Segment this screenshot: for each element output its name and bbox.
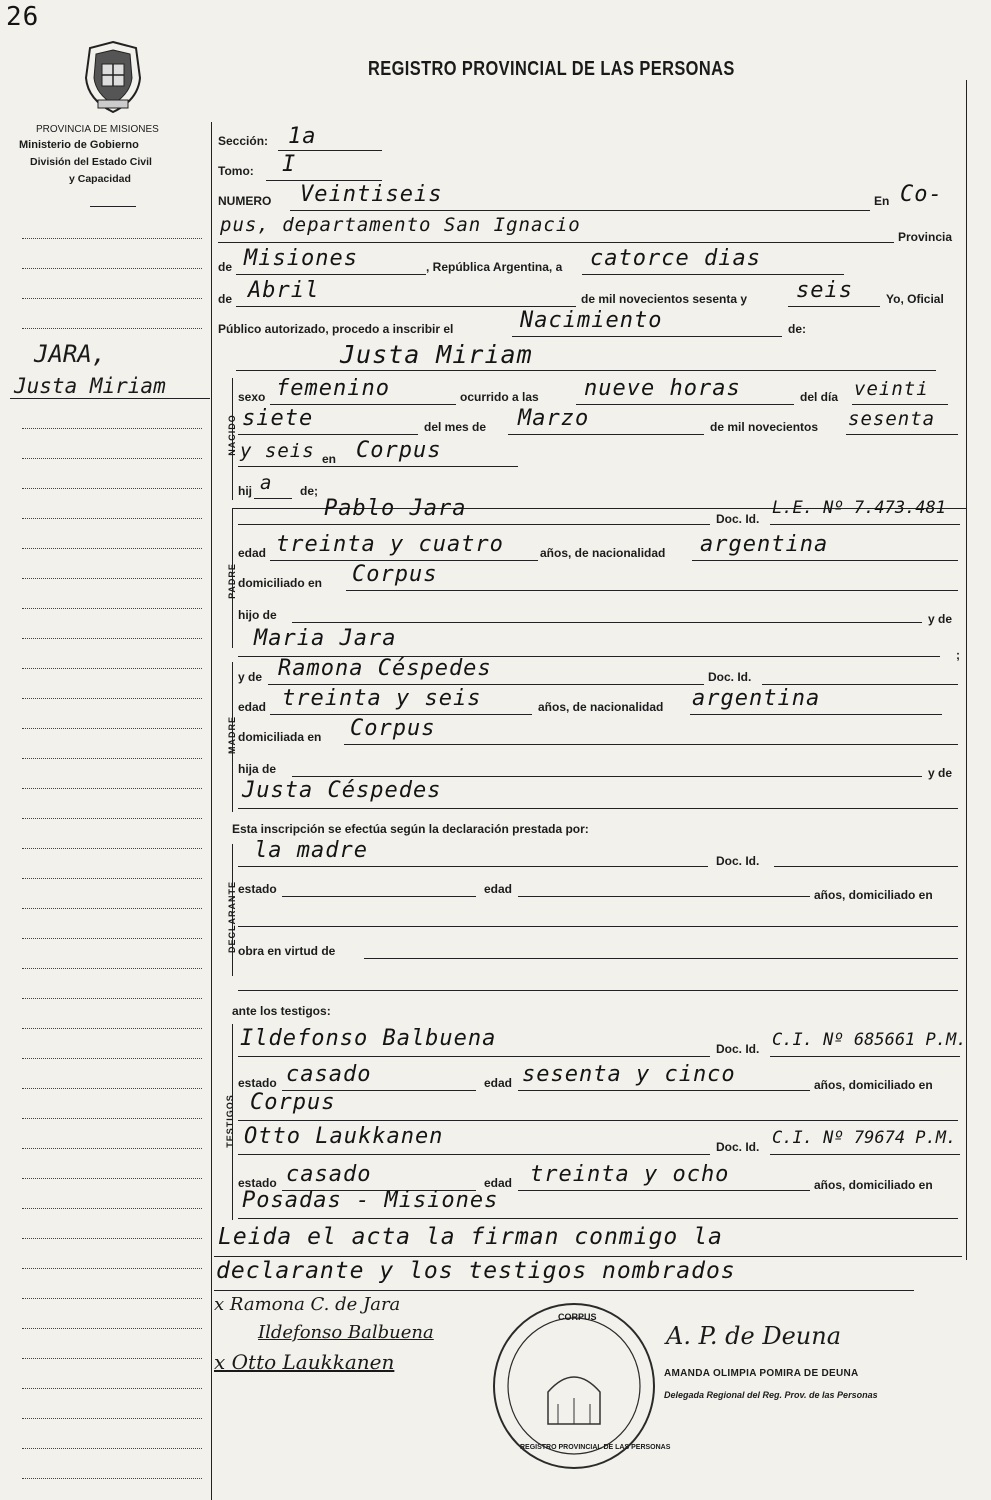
madre-domicilio-value: Corpus	[350, 716, 436, 741]
mes-nac-line	[508, 434, 704, 435]
margin-line	[22, 1418, 202, 1419]
declarante-value: la madre	[254, 838, 368, 863]
testigo1-domicilio-value: Corpus	[250, 1090, 336, 1115]
margin-line	[22, 758, 202, 759]
margin-line	[22, 848, 202, 849]
margin-line	[22, 518, 202, 519]
hora-value: nueve horas	[584, 376, 741, 401]
en-value-part1: Co-	[900, 182, 943, 207]
en-label: En	[874, 194, 890, 208]
mil-novecientos-nac-label: de mil novecientos	[710, 420, 819, 434]
de-label-2: de	[218, 292, 233, 306]
stamp-top-text: CORPUS	[558, 1312, 597, 1322]
numero-label: NUMERO	[218, 194, 272, 208]
margin-line	[22, 1358, 202, 1359]
nombre-value: Justa Miriam	[340, 340, 533, 369]
margin-line	[22, 788, 202, 789]
margin-line	[22, 298, 202, 299]
provincia-line	[236, 274, 426, 275]
office-line-2: Ministerio de Gobierno	[19, 139, 139, 151]
official-name: AMANDA OLIMPIA POMIRA DE DEUNA	[664, 1368, 859, 1379]
stamp-ring-text: REGISTRO PROVINCIAL DE LAS PERSONAS	[520, 1444, 671, 1451]
madre-hija-de-label: hija de	[238, 762, 277, 776]
margin-line	[22, 428, 202, 429]
place-line	[218, 242, 894, 243]
margin-line	[22, 1298, 202, 1299]
testigo2-doc-value: C.I. Nº 79674 P.M.	[772, 1128, 957, 1148]
declarante-anos-label: años, domiciliado en	[814, 888, 933, 902]
padre-doc-label: Doc. Id.	[716, 512, 760, 526]
testigo1-edad-line	[518, 1090, 810, 1091]
mes-line	[236, 306, 576, 307]
madre-domicilio-line	[344, 744, 958, 745]
form-border	[211, 122, 212, 1500]
declarante-domicilio-line	[238, 926, 958, 927]
testigo2-domicilio-line	[238, 1218, 958, 1219]
hij-line	[254, 498, 292, 499]
provincia-label: Provincia	[898, 230, 953, 244]
madre-doc-line	[762, 684, 958, 685]
dia-line	[852, 404, 948, 405]
testigo1-doc-value: C.I. Nº 685661 P.M.	[772, 1030, 967, 1050]
padre-hijo-de-line	[292, 622, 922, 623]
cierre-line-2	[214, 1290, 914, 1291]
coat-of-arms-icon	[78, 38, 148, 116]
hora-line	[576, 404, 794, 405]
numero-value: Veintiseis	[300, 182, 443, 207]
testigo1-edad-value: sesenta y cinco	[522, 1062, 736, 1087]
margin-line	[22, 998, 202, 999]
de-colon-label: de:	[788, 322, 806, 336]
madre-y-de-label: y de	[238, 670, 263, 684]
margin-line	[22, 938, 202, 939]
office-line-1: PROVINCIA DE MISIONES	[36, 124, 159, 135]
padre-domicilio-line	[346, 590, 958, 591]
madre-nacionalidad-line	[690, 714, 942, 715]
en-value-part2: pus, departamento San Ignacio	[220, 214, 581, 236]
signature-testigo2: x Otto Laukkanen	[214, 1350, 395, 1374]
margin-line	[22, 1478, 202, 1479]
anio-nac-value-part2: y seis	[240, 440, 315, 462]
office-divider	[90, 206, 136, 207]
del-mes-label: del mes de	[424, 420, 487, 434]
publico-label: Público autorizado, procedo a inscribir el	[218, 322, 454, 336]
madre-nombre-line	[268, 684, 704, 685]
margin-line	[22, 728, 202, 729]
anio-value: seis	[796, 278, 853, 303]
padre-domicilio-value: Corpus	[352, 562, 438, 587]
padre-semicolon: ;	[956, 648, 960, 662]
nacido-label: NACIDO	[227, 414, 237, 456]
madre-nacionalidad-label: años, de nacionalidad	[538, 700, 664, 714]
padre-doc-line	[770, 524, 960, 525]
testigo2-domicilio-value: Posadas - Misiones	[242, 1188, 499, 1213]
padre-doc-value: L.E. Nº 7.473.481	[772, 498, 946, 518]
testigo1-estado-value: casado	[286, 1062, 372, 1087]
cierre-line-1	[214, 1256, 962, 1257]
office-line-3: División del Estado Civil	[30, 156, 152, 168]
provincia-value: Misiones	[244, 246, 358, 271]
declarante-edad-line	[518, 896, 810, 897]
margin-surname: JARA,	[34, 340, 107, 368]
signature-declarante: x Ramona C. de Jara	[214, 1294, 401, 1315]
margin-line	[22, 878, 202, 879]
dia-value-part2: siete	[242, 406, 314, 431]
republica-label: , República Argentina, a	[426, 260, 563, 274]
testigo1-edad-label: edad	[484, 1076, 513, 1090]
tomo-value: I	[282, 152, 297, 177]
padre-hijo-de-label: hijo de	[238, 608, 277, 622]
official-role: Delegada Regional del Reg. Prov. de las Personas	[664, 1390, 878, 1400]
testigos-side-label: TESTIGOS	[225, 1094, 235, 1148]
signature-oficial: A. P. de Deuna	[666, 1322, 841, 1350]
anio-nac-value-part1: sesenta	[848, 408, 936, 430]
testigo2-edad-value: treinta y ocho	[530, 1162, 730, 1187]
madre-abuela-line	[238, 808, 958, 809]
margin-line	[22, 488, 202, 489]
padre-y-de-label: y de	[928, 612, 953, 626]
en-lower-label: en	[322, 452, 337, 466]
sexo-value: femenino	[276, 376, 390, 401]
hij-label: hij	[238, 484, 252, 498]
obra-label: obra en virtud de	[238, 944, 336, 958]
margin-line	[22, 1268, 202, 1269]
padre-nombre-value: Pablo Jara	[324, 496, 467, 521]
margin-line	[22, 968, 202, 969]
declarante-doc-line	[774, 866, 958, 867]
margin-line	[22, 1178, 202, 1179]
ocurrido-label: ocurrido a las	[460, 390, 539, 404]
margin-line	[22, 458, 202, 459]
padre-nacionalidad-value: argentina	[700, 532, 829, 557]
sexo-line	[270, 404, 456, 405]
madre-y-de-label-2: y de	[928, 766, 953, 780]
testigo2-edad-label: edad	[484, 1176, 513, 1190]
margin-line	[22, 1058, 202, 1059]
dias-line	[582, 274, 844, 275]
margin-line	[22, 1208, 202, 1209]
signature-testigo1: Ildefonso Balbuena	[258, 1322, 434, 1343]
nombre-line	[236, 370, 936, 371]
acto-value: Nacimiento	[520, 308, 663, 333]
padre-nacionalidad-label: años, de nacionalidad	[540, 546, 666, 560]
de-semicolon-label: de;	[300, 484, 318, 498]
margin-line	[22, 1118, 202, 1119]
testigo1-doc-line	[770, 1056, 960, 1057]
page-title: REGISTRO PROVINCIAL DE LAS PERSONAS	[368, 58, 735, 80]
acto-line	[512, 336, 782, 337]
declarante-doc-label: Doc. Id.	[716, 854, 760, 868]
declarante-estado-label: estado	[238, 882, 277, 896]
seccion-value: 1a	[288, 124, 317, 149]
margin-line	[22, 1148, 202, 1149]
margin-line	[22, 1388, 202, 1389]
testigo2-doc-label: Doc. Id.	[716, 1140, 760, 1154]
margin-line	[22, 818, 202, 819]
margin-line	[22, 1238, 202, 1239]
del-dia-label: del día	[800, 390, 839, 404]
obra-line-2	[238, 990, 958, 991]
declarante-estado-line	[282, 896, 476, 897]
dias-value: catorce dias	[590, 246, 761, 271]
testigo1-domicilio-line	[238, 1120, 958, 1121]
margin-line	[22, 268, 202, 269]
testigo2-estado-label: estado	[238, 1176, 277, 1190]
mes-value: Abril	[248, 278, 320, 303]
padre-edad-line	[270, 560, 538, 561]
margin-line	[22, 1448, 202, 1449]
seccion-label: Sección:	[218, 134, 269, 148]
office-line-4: y Capacidad	[69, 173, 131, 185]
madre-doc-label: Doc. Id.	[708, 670, 752, 684]
inscripcion-label: Esta inscripción se efectúa según la declaración prestada por:	[232, 822, 589, 836]
madre-madre-value: Justa Céspedes	[242, 778, 442, 803]
madre-edad-value: treinta y seis	[282, 686, 482, 711]
madre-nacionalidad-value: argentina	[692, 686, 821, 711]
margin-given-names: Justa Miriam	[14, 374, 166, 398]
cierre-text-2: declarante y los testigos nombrados	[216, 1258, 736, 1284]
margin-line	[22, 698, 202, 699]
margin-line	[22, 1028, 202, 1029]
sexo-label: sexo	[238, 390, 266, 404]
margin-line	[22, 1088, 202, 1089]
tomo-line	[266, 180, 382, 181]
lugar-line	[238, 466, 518, 467]
margin-line	[22, 908, 202, 909]
testigo1-nombre-value: Ildefonso Balbuena	[240, 1026, 497, 1051]
margin-line	[22, 328, 202, 329]
anio-nac-line	[846, 434, 958, 435]
testigo2-nombre-line	[238, 1154, 710, 1155]
hij-suffix-value: a	[260, 472, 273, 494]
numero-line	[290, 210, 870, 211]
margin-line	[22, 238, 202, 239]
page-number: 26	[6, 2, 40, 32]
testigo1-doc-label: Doc. Id.	[716, 1042, 760, 1056]
madre-nombre-value: Ramona Céspedes	[278, 656, 492, 681]
obra-line	[364, 958, 958, 959]
padre-edad-label: edad	[238, 546, 267, 560]
tomo-label: Tomo:	[218, 164, 254, 178]
margin-line	[22, 608, 202, 609]
testigo1-nombre-line	[238, 1056, 710, 1057]
testigos-label: ante los testigos:	[232, 1004, 331, 1018]
testigo1-anos-label: años, domiciliado en	[814, 1078, 933, 1092]
margin-underline	[10, 398, 210, 399]
seccion-line	[278, 150, 382, 151]
padre-label: PADRE	[227, 563, 237, 599]
testigo2-doc-line	[770, 1154, 960, 1155]
margin-line	[22, 668, 202, 669]
padre-nombre-line	[238, 524, 710, 525]
madre-edad-line	[270, 714, 532, 715]
declarante-line	[238, 866, 708, 867]
declarante-edad-label: edad	[484, 882, 513, 896]
mes-nac-value: Marzo	[518, 406, 590, 431]
yo-oficial-label: Yo, Oficial	[886, 292, 944, 306]
madre-domicilio-label: domiciliada en	[238, 730, 322, 744]
testigo2-nombre-value: Otto Laukkanen	[244, 1124, 444, 1149]
testigo2-edad-line	[518, 1190, 810, 1191]
margin-line	[22, 578, 202, 579]
madre-edad-label: edad	[238, 700, 267, 714]
madre-hija-de-line	[292, 776, 922, 777]
dia-value-part1: veinti	[854, 378, 929, 400]
lugar-value: Corpus	[356, 438, 442, 463]
testigo2-estado-value: casado	[286, 1162, 372, 1187]
form-right-border	[966, 80, 967, 1260]
padre-nacionalidad-line	[692, 560, 958, 561]
margin-line	[22, 1328, 202, 1329]
declarante-label: DECLARANTE	[227, 881, 237, 953]
margin-line	[22, 548, 202, 549]
mil-novecientos-label: de mil novecientos sesenta y	[581, 292, 748, 306]
padre-edad-value: treinta y cuatro	[276, 532, 504, 557]
padre-madre-value: Maria Jara	[254, 626, 397, 651]
madre-label: MADRE	[227, 716, 237, 754]
testigo2-anos-label: años, domiciliado en	[814, 1178, 933, 1192]
testigo1-estado-label: estado	[238, 1076, 277, 1090]
anio-line	[788, 306, 880, 307]
dia2-line	[238, 434, 418, 435]
cierre-text-1: Leida el acta la firman conmigo la	[218, 1224, 723, 1250]
margin-line	[22, 638, 202, 639]
de-label: de	[218, 260, 233, 274]
padre-domicilio-label: domiciliado en	[238, 576, 323, 590]
